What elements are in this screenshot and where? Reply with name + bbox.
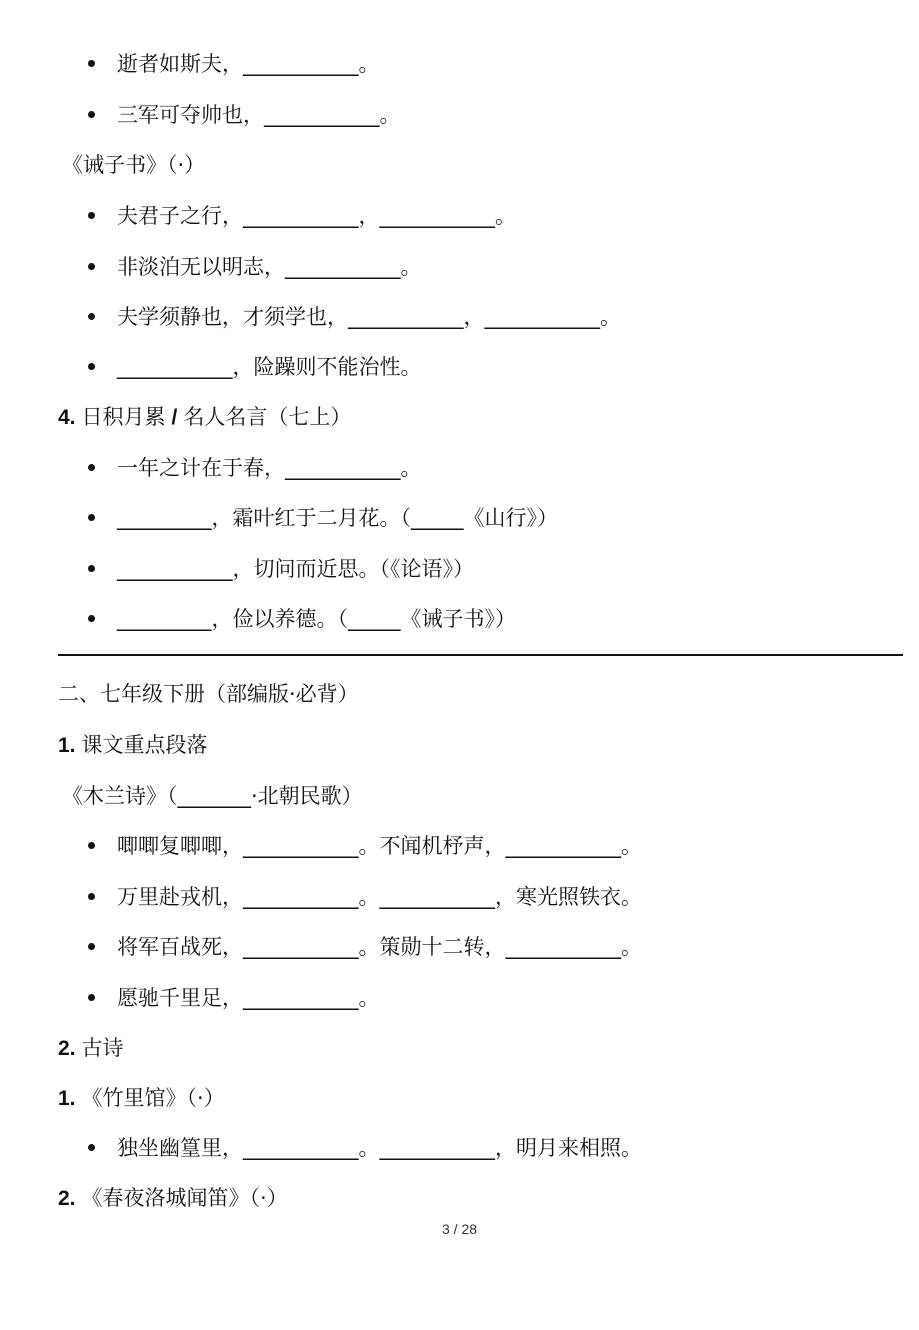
heading-number: 1. bbox=[58, 1087, 76, 1110]
bullet-icon bbox=[88, 1144, 95, 1151]
list-item-text: 将军百战死，___________。策勋十二转，___________。 bbox=[117, 935, 642, 959]
heading-text: 课文重点段落 bbox=[81, 733, 208, 757]
list-item bbox=[88, 832, 642, 860]
heading-number: 2. bbox=[58, 1187, 76, 1210]
list-item-text: 夫君子之行，___________，___________。 bbox=[117, 204, 516, 228]
chapter-heading: 二、七年级下册（部编版·必背） bbox=[58, 682, 359, 706]
heading-text: 日积月累 bbox=[81, 405, 166, 429]
list-item bbox=[88, 303, 621, 331]
heading-number: 4. bbox=[58, 406, 76, 429]
heading-text: 《竹里馆》（·） bbox=[81, 1086, 225, 1110]
list-item-text: 三军可夺帅也，___________。 bbox=[117, 103, 401, 127]
section-title: 《诫子书》（·） bbox=[62, 153, 206, 177]
bullet-icon bbox=[88, 464, 95, 471]
list-item-text: 愿驰千里足，___________。 bbox=[117, 986, 380, 1010]
list-item-text: 逝者如斯夫，___________。 bbox=[117, 52, 380, 76]
bullet-icon bbox=[88, 212, 95, 219]
bullet-icon bbox=[88, 893, 95, 900]
section-heading bbox=[58, 403, 351, 432]
list-item-text: ___________，险躁则不能治性。 bbox=[117, 355, 422, 379]
bullet-icon bbox=[88, 263, 95, 270]
heading-subtext: 名人名言（七上） bbox=[183, 405, 352, 429]
poem-heading bbox=[58, 1184, 288, 1213]
list-item-text: 唧唧复唧唧，___________。不闻机杼声，___________。 bbox=[117, 834, 642, 858]
bullet-icon bbox=[88, 60, 95, 67]
list-item bbox=[88, 933, 642, 961]
list-item-text: 万里赴戎机，___________。___________，寒光照铁衣。 bbox=[117, 885, 642, 909]
section-heading bbox=[58, 1034, 124, 1063]
list-item bbox=[88, 1134, 642, 1162]
list-item bbox=[88, 555, 474, 583]
list-item-text: _________，霜叶红于二月花。（_____《山行》） bbox=[117, 506, 558, 530]
list-item bbox=[88, 605, 516, 633]
bullet-icon bbox=[88, 514, 95, 521]
list-item bbox=[88, 353, 422, 381]
list-item-text: 独坐幽篁里，___________。___________，明月来相照。 bbox=[117, 1136, 642, 1160]
heading-text: 古诗 bbox=[81, 1036, 124, 1060]
heading-separator: / bbox=[171, 406, 178, 429]
list-item-text: 非淡泊无以明志，___________。 bbox=[117, 255, 422, 279]
bullet-icon bbox=[88, 363, 95, 370]
list-item-text: 一年之计在于春，___________。 bbox=[117, 456, 422, 480]
heading-number: 2. bbox=[58, 1037, 76, 1060]
section-title: 《木兰诗》（_______·北朝民歌） bbox=[62, 784, 363, 808]
heading-text: 《春夜洛城闻笛》（·） bbox=[81, 1186, 288, 1210]
list-item-text: 夫学须静也，才须学也，___________，___________。 bbox=[117, 305, 621, 329]
bullet-icon bbox=[88, 565, 95, 572]
bullet-icon bbox=[88, 842, 95, 849]
list-item-text: ___________，切问而近思。（《论语》） bbox=[117, 557, 474, 581]
bullet-icon bbox=[88, 943, 95, 950]
list-item bbox=[88, 101, 401, 129]
section-heading bbox=[58, 731, 208, 760]
page-number: 3 / 28 bbox=[441, 1221, 478, 1237]
list-item-text: _________，俭以养德。（_____《诫子书》） bbox=[117, 607, 516, 631]
list-item bbox=[88, 50, 380, 78]
bullet-icon bbox=[88, 111, 95, 118]
section-divider bbox=[58, 654, 903, 656]
list-item bbox=[88, 202, 516, 230]
bullet-icon bbox=[88, 994, 95, 1001]
list-item bbox=[88, 504, 558, 532]
heading-number: 1. bbox=[58, 734, 76, 757]
list-item bbox=[88, 253, 422, 281]
list-item bbox=[88, 984, 380, 1012]
bullet-icon bbox=[88, 615, 95, 622]
poem-heading bbox=[58, 1084, 225, 1113]
list-item bbox=[88, 883, 642, 911]
bullet-icon bbox=[88, 313, 95, 320]
list-item bbox=[88, 454, 422, 482]
